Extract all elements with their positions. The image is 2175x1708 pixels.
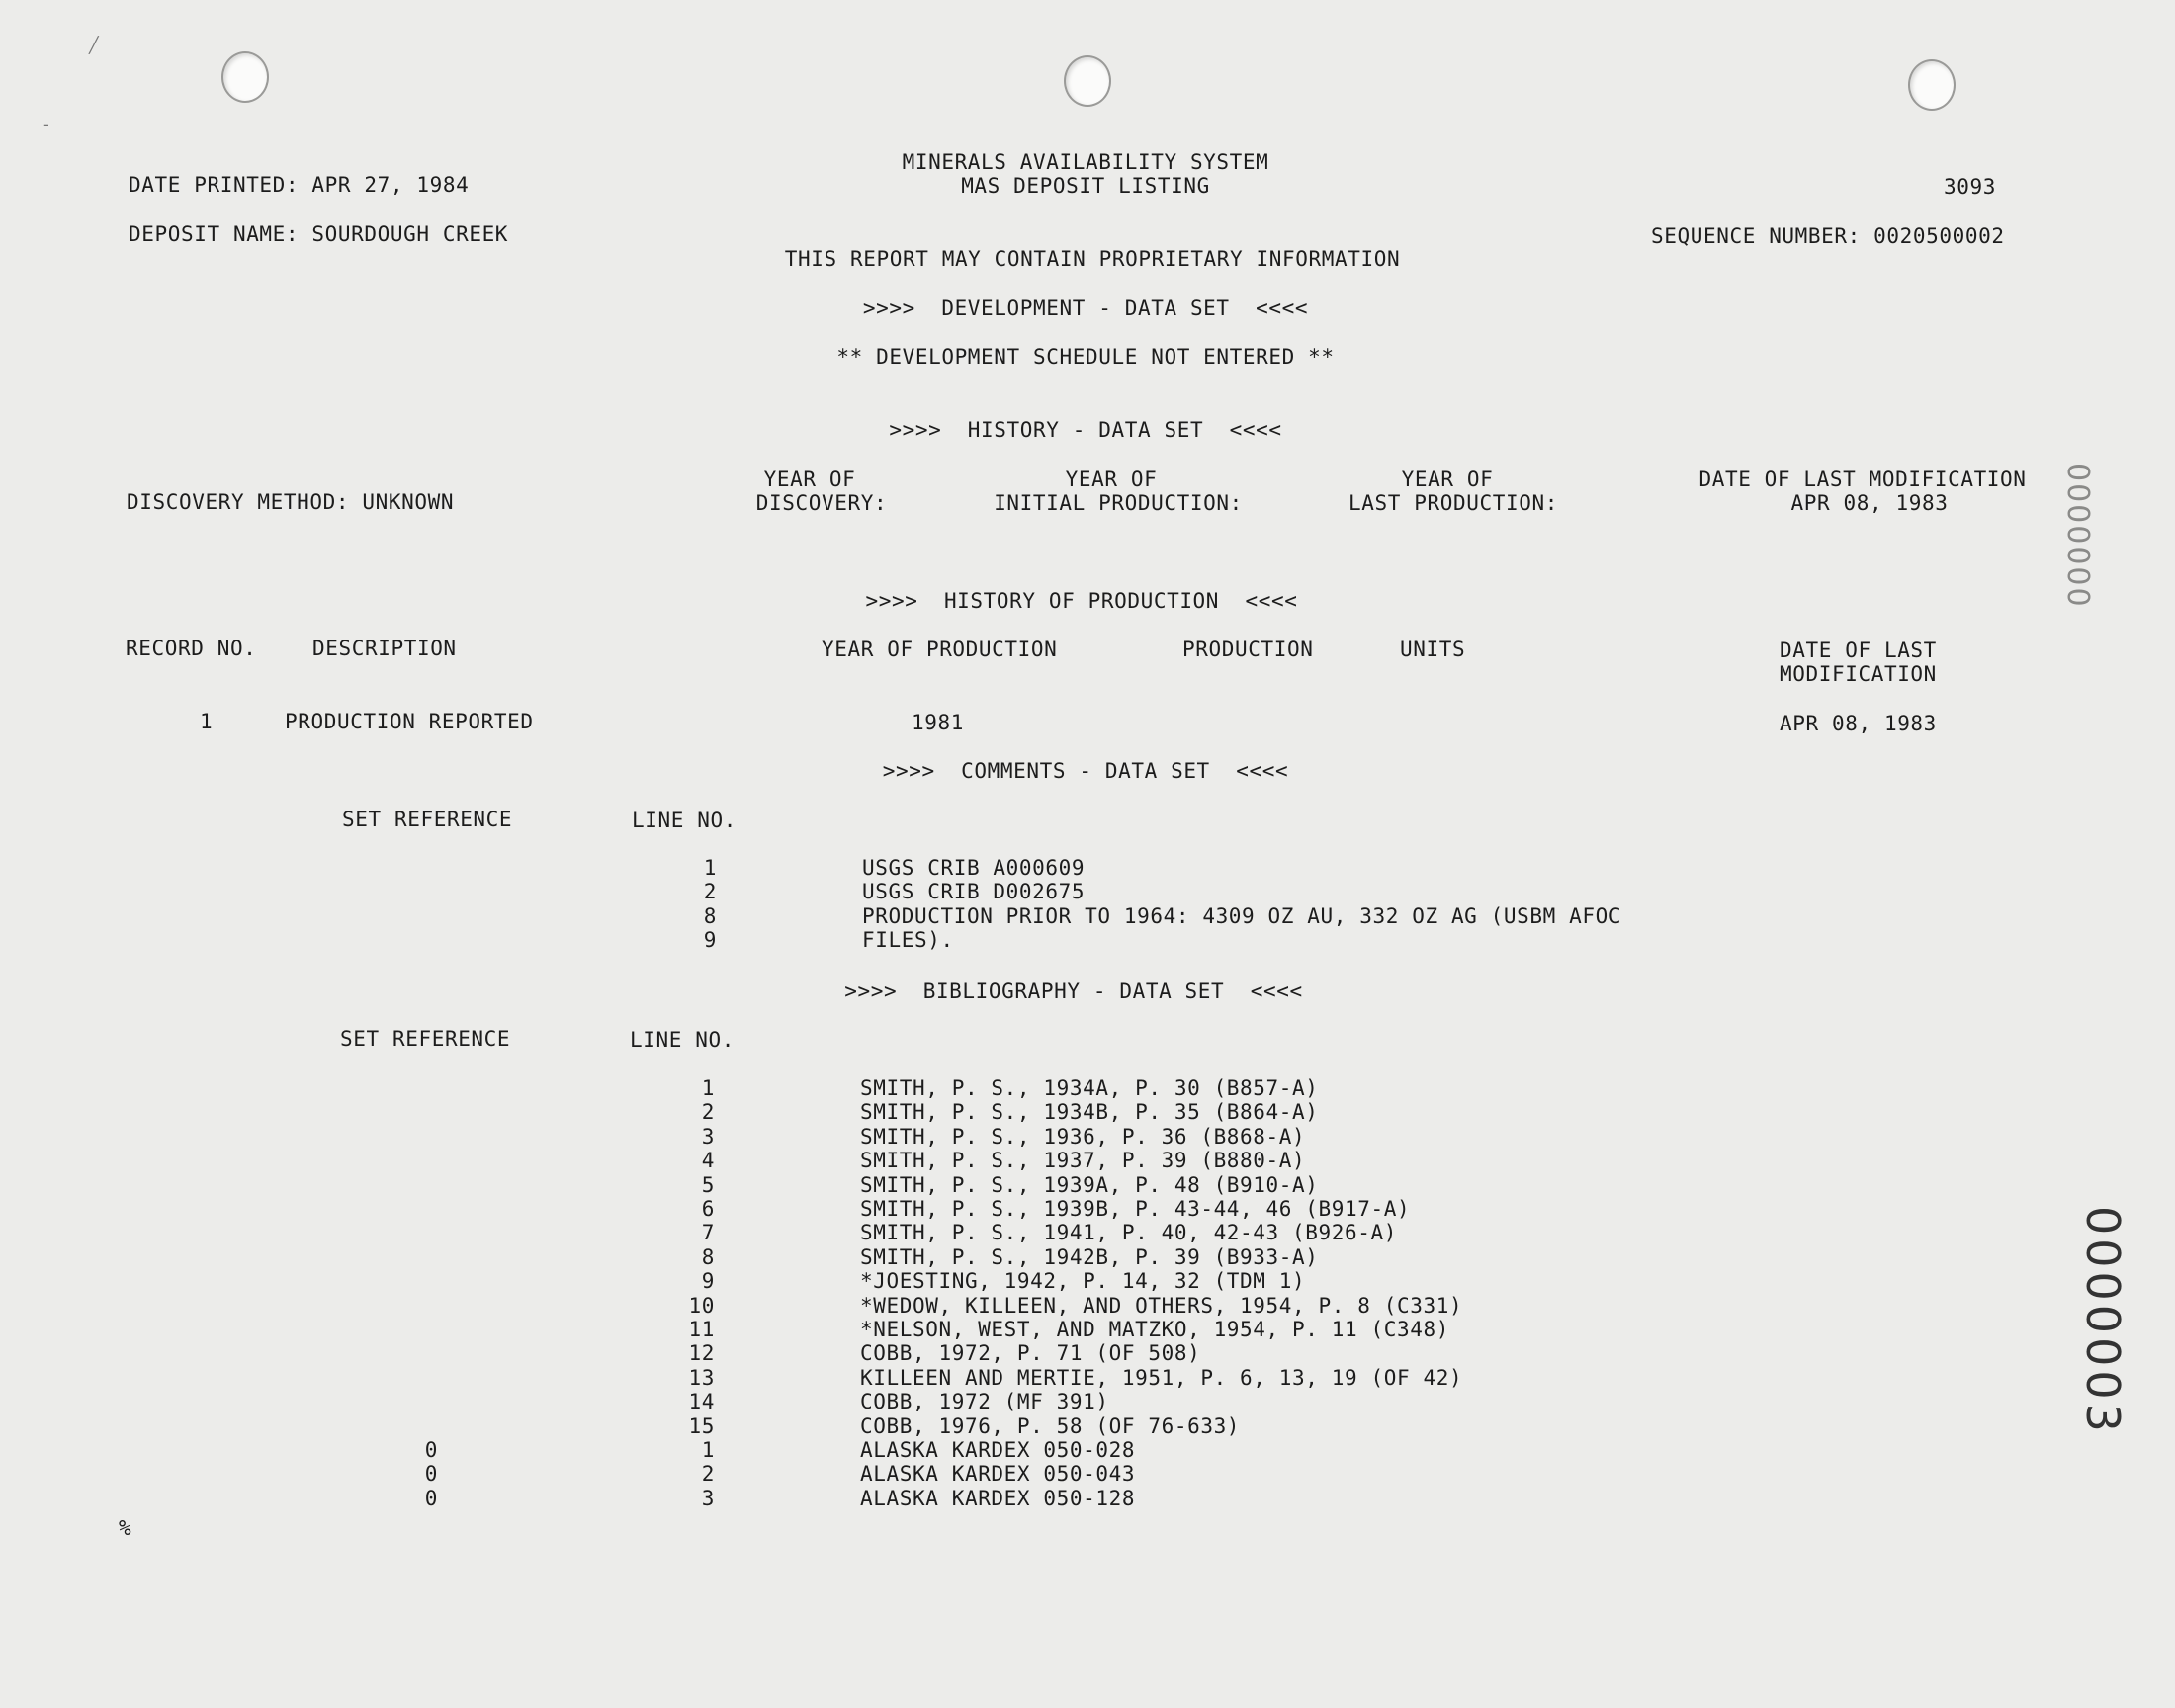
bibliography-col-set-reference: SET REFERENCE	[340, 1027, 511, 1051]
comments-col-line-no: LINE NO.	[632, 809, 737, 832]
punch-hole-center	[1064, 55, 1111, 107]
col-description: DESCRIPTION	[312, 637, 457, 660]
listing-title: MAS DEPOSIT LISTING	[961, 174, 1210, 198]
entry-text: *WEDOW, KILLEEN, AND OTHERS, 1954, P. 8 (C331)	[860, 1293, 1463, 1318]
initial-production-label-2: INITIAL PRODUCTION:	[994, 491, 1243, 515]
line-number: 14	[688, 1390, 715, 1414]
last-production-label-1: YEAR OF	[1401, 468, 1494, 491]
discovery-method: DISCOVERY METHOD: UNKNOWN	[127, 490, 455, 514]
stray-mark: -	[44, 115, 49, 133]
entry-text: FILES).	[862, 928, 954, 953]
bibliography-heading: >>>> BIBLIOGRAPHY - DATA SET <<<<	[844, 980, 1303, 1003]
line-number: 5	[701, 1172, 715, 1197]
line-number: 2	[701, 1462, 715, 1487]
line-number: 10	[688, 1293, 715, 1318]
entry-text: USGS CRIB D002675	[862, 880, 1086, 904]
year-of-discovery-label-1: YEAR OF	[763, 468, 856, 491]
line-number: 12	[688, 1341, 715, 1366]
last-production-label-2: LAST PRODUCTION:	[1348, 491, 1558, 515]
entry-text: COBB, 1972, P. 71 (OF 508)	[860, 1341, 1201, 1366]
sequence-number: SEQUENCE NUMBER: 0020500002	[1651, 224, 2005, 248]
entry-text: SMITH, P. S., 1939A, P. 48 (B910-A)	[860, 1172, 1319, 1197]
line-number: 1	[701, 1076, 715, 1100]
entry-text: SMITH, P. S., 1934A, P. 30 (B857-A)	[860, 1076, 1319, 1100]
entry-text: COBB, 1972 (MF 391)	[860, 1390, 1109, 1414]
entry-text: *JOESTING, 1942, P. 14, 32 (TDM 1)	[860, 1269, 1306, 1294]
col-units: UNITS	[1400, 638, 1466, 661]
line-number: 13	[688, 1365, 715, 1390]
production-modified: APR 08, 1983	[1780, 712, 1937, 735]
production-history-heading: >>>> HISTORY OF PRODUCTION <<<<	[865, 589, 1298, 613]
production-description: PRODUCTION REPORTED	[285, 710, 534, 733]
date-printed: DATE PRINTED: APR 27, 1984	[129, 173, 470, 197]
punch-hole-left	[221, 51, 269, 103]
entry-text: PRODUCTION PRIOR TO 1964: 4309 OZ AU, 332 OZ AG (USBM AFOC	[862, 903, 1622, 928]
col-year-of-production: YEAR OF PRODUCTION	[822, 638, 1058, 661]
line-number: 1	[701, 1438, 715, 1462]
entry-text: SMITH, P. S., 1934B, P. 35 (B864-A)	[860, 1100, 1319, 1125]
last-modification-value: APR 08, 1983	[1790, 491, 1949, 515]
entry-text: SMITH, P. S., 1942B, P. 39 (B933-A)	[860, 1244, 1319, 1269]
col-record-no: RECORD NO.	[126, 637, 257, 660]
set-reference: 0	[424, 1486, 438, 1510]
proprietary-notice: THIS REPORT MAY CONTAIN PROPRIETARY INFORMATION	[784, 247, 1401, 271]
entry-text: SMITH, P. S., 1937, P. 39 (B880-A)	[860, 1149, 1306, 1173]
entry-text: KILLEEN AND MERTIE, 1951, P. 6, 13, 19 (OF 42)	[860, 1365, 1463, 1390]
page-number: 3093	[1944, 175, 1996, 199]
line-number: 9	[703, 928, 717, 953]
entry-text: SMITH, P. S., 1939B, P. 43-44, 46 (B917-A)	[860, 1197, 1411, 1221]
deposit-name: DEPOSIT NAME: SOURDOUGH CREEK	[129, 222, 509, 246]
development-note: ** DEVELOPMENT SCHEDULE NOT ENTERED **	[836, 345, 1335, 369]
set-reference: 0	[424, 1462, 438, 1487]
entry-text: SMITH, P. S., 1941, P. 40, 42-43 (B926-A)	[860, 1221, 1397, 1245]
entry-text: ALASKA KARDEX 050-028	[860, 1438, 1136, 1462]
line-number: 15	[688, 1413, 715, 1438]
col-last-modification-2: MODIFICATION	[1780, 662, 1937, 686]
line-number: 2	[703, 880, 717, 904]
line-number: 9	[701, 1269, 715, 1294]
line-number: 4	[701, 1149, 715, 1173]
col-last-modification-1: DATE OF LAST	[1780, 639, 1937, 662]
system-title: MINERALS AVAILABILITY SYSTEM	[902, 150, 1269, 174]
production-year: 1981	[912, 711, 964, 734]
line-number: 8	[701, 1244, 715, 1269]
footer-mark: %	[119, 1516, 132, 1540]
punch-hole-right	[1908, 59, 1956, 111]
year-of-discovery-label-2: DISCOVERY:	[755, 491, 888, 515]
comments-col-set-reference: SET REFERENCE	[342, 808, 513, 831]
line-number: 3	[701, 1124, 715, 1149]
line-number: 3	[701, 1486, 715, 1510]
margin-stamp-light: 0000000	[2060, 463, 2095, 609]
margin-stamp-dark: 0000003	[2076, 1206, 2130, 1436]
entry-text: SMITH, P. S., 1936, P. 36 (B868-A)	[860, 1124, 1306, 1149]
entry-text: USGS CRIB A000609	[862, 856, 1086, 880]
set-reference: 0	[424, 1438, 438, 1462]
stray-mark: ╱	[89, 36, 99, 54]
line-number: 1	[703, 856, 717, 880]
comments-heading: >>>> COMMENTS - DATA SET <<<<	[882, 759, 1289, 783]
line-number: 11	[688, 1318, 715, 1341]
col-production: PRODUCTION	[1182, 638, 1314, 661]
last-modification-label: DATE OF LAST MODIFICATION	[1698, 468, 2027, 491]
development-heading: >>>> DEVELOPMENT - DATA SET <<<<	[862, 297, 1309, 320]
entry-text: COBB, 1976, P. 58 (OF 76-633)	[860, 1413, 1241, 1438]
bibliography-col-line-no: LINE NO.	[630, 1028, 735, 1052]
history-heading: >>>> HISTORY - DATA SET <<<<	[889, 418, 1282, 442]
line-number: 6	[701, 1197, 715, 1221]
production-record-no: 1	[200, 710, 214, 733]
line-number: 2	[701, 1100, 715, 1125]
entry-text: *NELSON, WEST, AND MATZKO, 1954, P. 11 (C348)	[860, 1318, 1449, 1341]
initial-production-label-1: YEAR OF	[1065, 468, 1158, 491]
line-number: 8	[703, 903, 717, 928]
entry-text: ALASKA KARDEX 050-043	[860, 1462, 1136, 1487]
entry-text: ALASKA KARDEX 050-128	[860, 1486, 1136, 1510]
line-number: 7	[701, 1221, 715, 1245]
